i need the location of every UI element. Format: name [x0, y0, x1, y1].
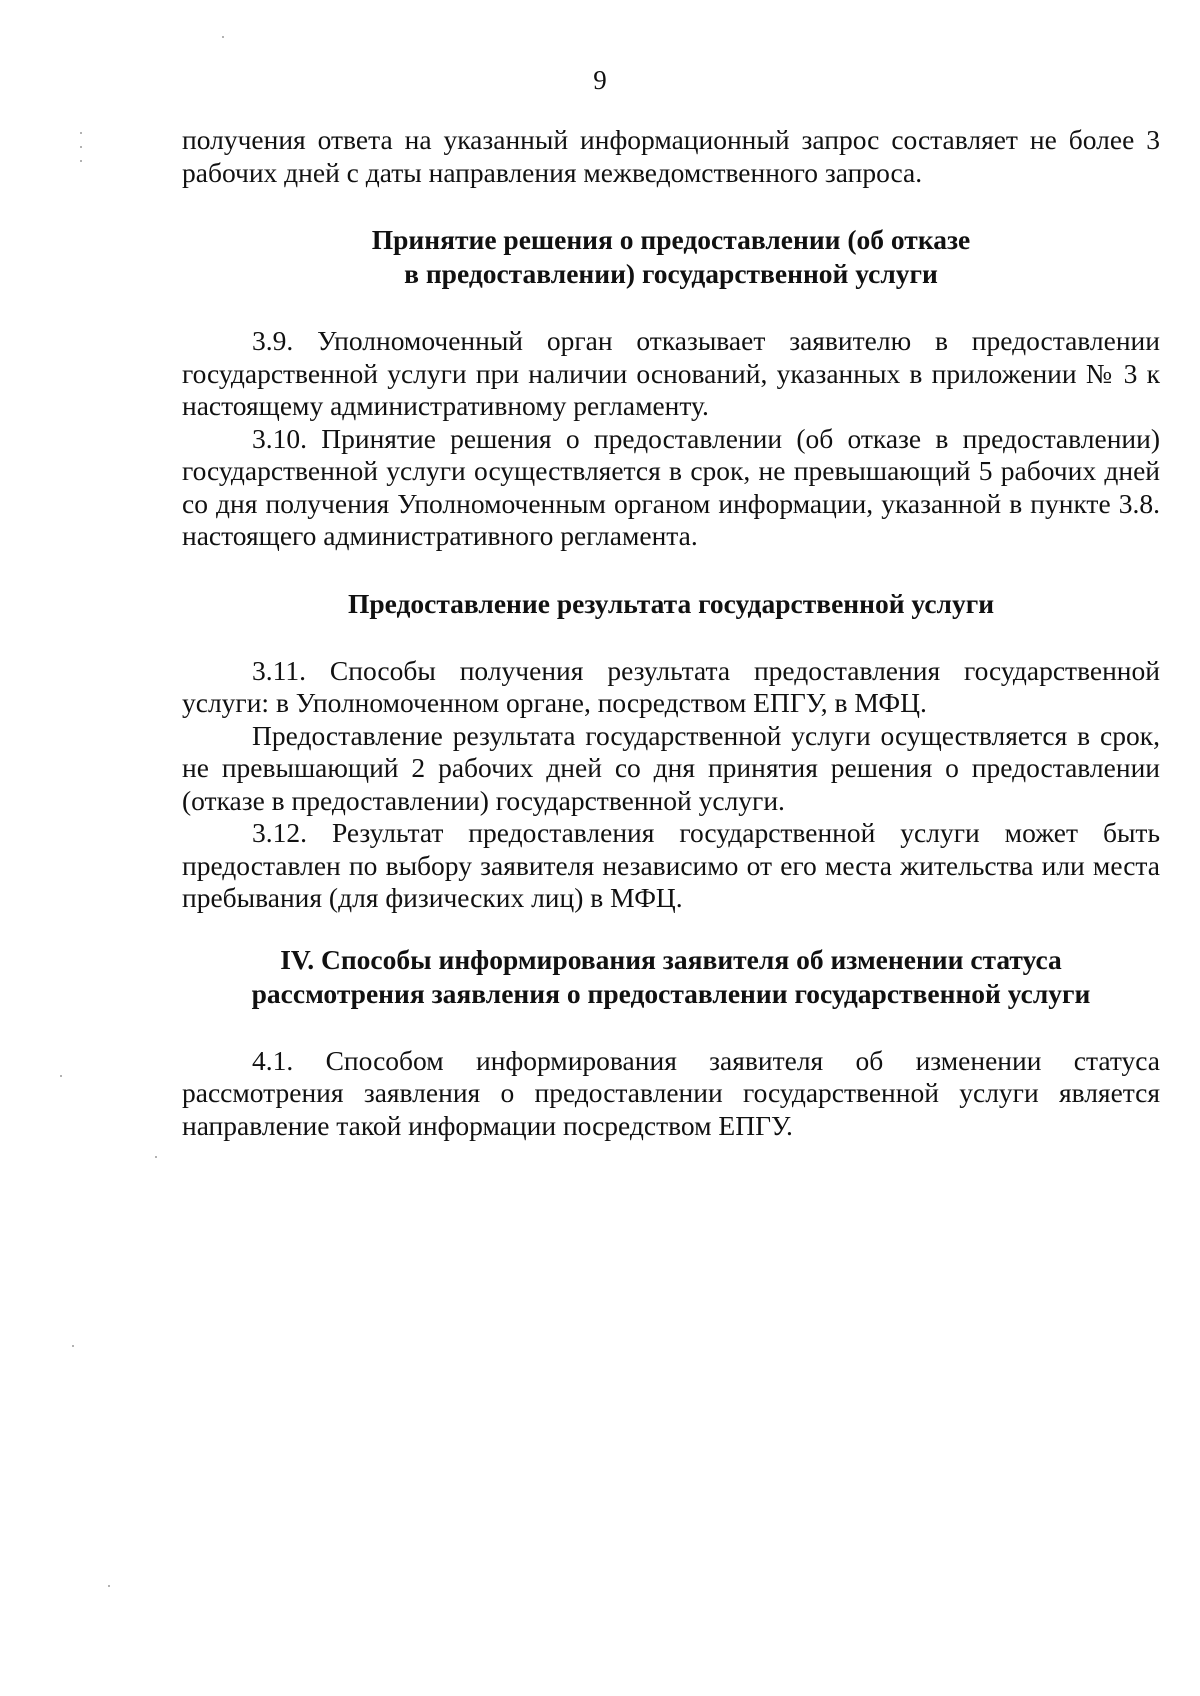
- paragraph-3-11: 3.11. Способы получения результата предоставления государственной услуги: в Уполномоченном органе, посредством ЕПГУ, в МФЦ.: [182, 654, 1160, 718]
- paragraph-3-9: 3.9. Уполномоченный орган отказывает заявителю в предоставлении государственной услуги при наличии оснований, указанных в приложении № 3 к настоящему административному регламенту.: [182, 325, 1160, 421]
- page-number: 9: [593, 65, 607, 95]
- heading-line: Принятие решения о предоставлении (об отказе: [371, 224, 971, 255]
- heading-line: IV. Способы информирования заявителя об изменении статуса: [280, 943, 1062, 975]
- scan-artifact: [72, 1345, 74, 1347]
- scan-artifact: [108, 1585, 110, 1587]
- heading-line: рассмотрения заявления о предоставлении государственной услуги: [251, 977, 1091, 1009]
- scan-artifact: [80, 160, 82, 162]
- section-heading-decision: [182, 223, 1160, 291]
- paragraph-3-10: 3.10. Принятие решения о предоставлении (об отказе в предоставлении) государственной услуги осуществляется в срок, не превышающий 5 рабочих дней со дня получения Уполномоченным органом информации, указанной в пункте 3.8. настоящего административного регламента.: [182, 422, 1160, 551]
- scan-artifact: [155, 1156, 157, 1158]
- scan-artifact: [60, 1075, 62, 1077]
- section-heading-informing: [182, 943, 1160, 1011]
- scan-artifact: [80, 146, 82, 148]
- paragraph-4-1: 4.1. Способом информирования заявителя об изменении статуса рассмотрения заявления о предоставлении государственной услуги является направление такой информации посредством ЕПГУ.: [182, 1044, 1160, 1141]
- section-heading-result: Предоставление результата государственной услуги: [347, 587, 995, 619]
- scan-artifact: [80, 132, 82, 134]
- heading-line: в предоставлении) государственной услуги: [404, 258, 938, 289]
- paragraph-3-12: 3.12. Результат предоставления государственной услуги может быть предоставлен по выбору заявителя независимо от его места жительства или места пребывания (для физических лиц) в МФЦ.: [182, 817, 1160, 913]
- paragraph-result-term: Предоставление результата государственной услуги осуществляется в срок, не превышающий 2 рабочих дней со дня принятия решения о предоставлении (отказе в предоставлении) государственной услуги.: [182, 719, 1160, 816]
- scan-artifact: [222, 36, 224, 38]
- paragraph-intro: получения ответа на указанный информационный запрос составляет не более 3 рабочих дней с даты направления межведомственного запроса.: [182, 124, 1160, 188]
- document-body: [182, 124, 1160, 1142]
